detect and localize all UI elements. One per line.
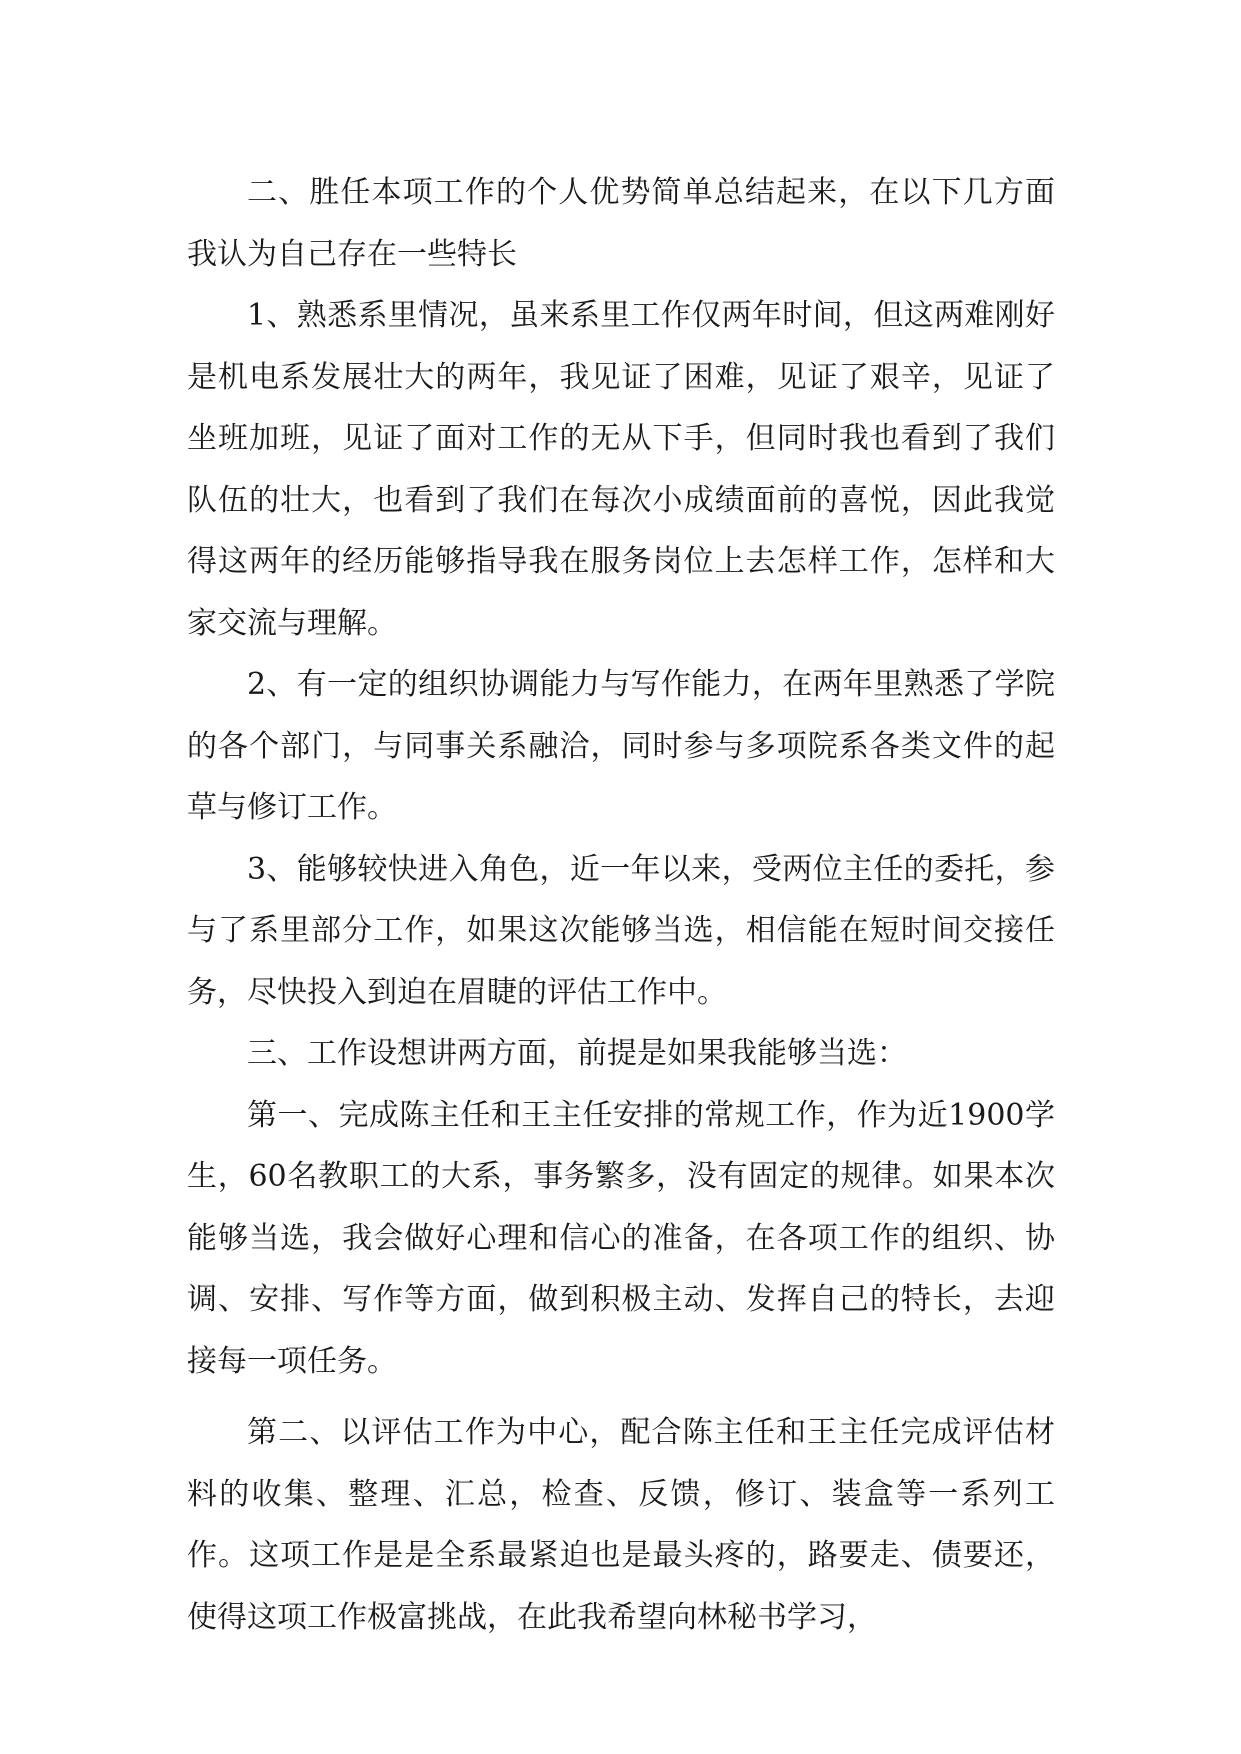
paragraph-work-plan-heading: 三、工作设想讲两方面，前提是如果我能够当选：	[247, 1036, 907, 1071]
paragraph-strength-1: 1、熟悉系里情况，虽来系里工作仅两年时间，但这两难刚好是机电系发展壮大的两年，我见证了困难，见证了艰辛，见证了坐班加班，见证了面对工作的无从下手，但同时我也看到了我们队伍的壮大，也看到了我们在每次小成绩面前的喜悦，因此我觉得这两年的经历能够指导我在服务岗位上去怎样工作，怎样和大家交流与理解。	[187, 298, 1055, 641]
paragraph-personal-strengths-heading: 二、胜任本项工作的个人优势简单总结起来，在以下几方面我认为自己存在一些特长	[187, 175, 1055, 272]
paragraph-strength-3: 3、能够较快进入角色，近一年以来，受两位主任的委托，参与了系里部分工作，如果这次能够当选，相信能在短时间交接任务，尽快投入到迫在眉睫的评估工作中。	[187, 851, 1055, 1010]
paragraph-strength-2: 2、有一定的组织协调能力与写作能力，在两年里熟悉了学院的各个部门，与同事关系融洽，同时参与多项院系各类文件的起草与修订工作。	[187, 667, 1055, 825]
document-body	[187, 162, 1055, 1648]
paragraph-plan-first: 第一、完成陈主任和王主任安排的常规工作，作为近1900学生，60名教职工的大系，事务繁多，没有固定的规律。如果本次能够当选，我会做好心理和信心的准备，在各项工作的组织、协调、安排、写作等方面，做到积极主动、发挥自己的特长，去迎接每一项任务。	[187, 1097, 1055, 1379]
paragraph-plan-second: 第二、以评估工作为中心，配合陈主任和王主任完成评估材料的收集、整理、汇总，检查、反馈，修订、装盒等一系列工作。这项工作是是全系最紧迫也是最头疼的，路要走、债要还，使得这项工作极富挑战，在此我希望向林秘书学习，	[187, 1415, 1055, 1635]
